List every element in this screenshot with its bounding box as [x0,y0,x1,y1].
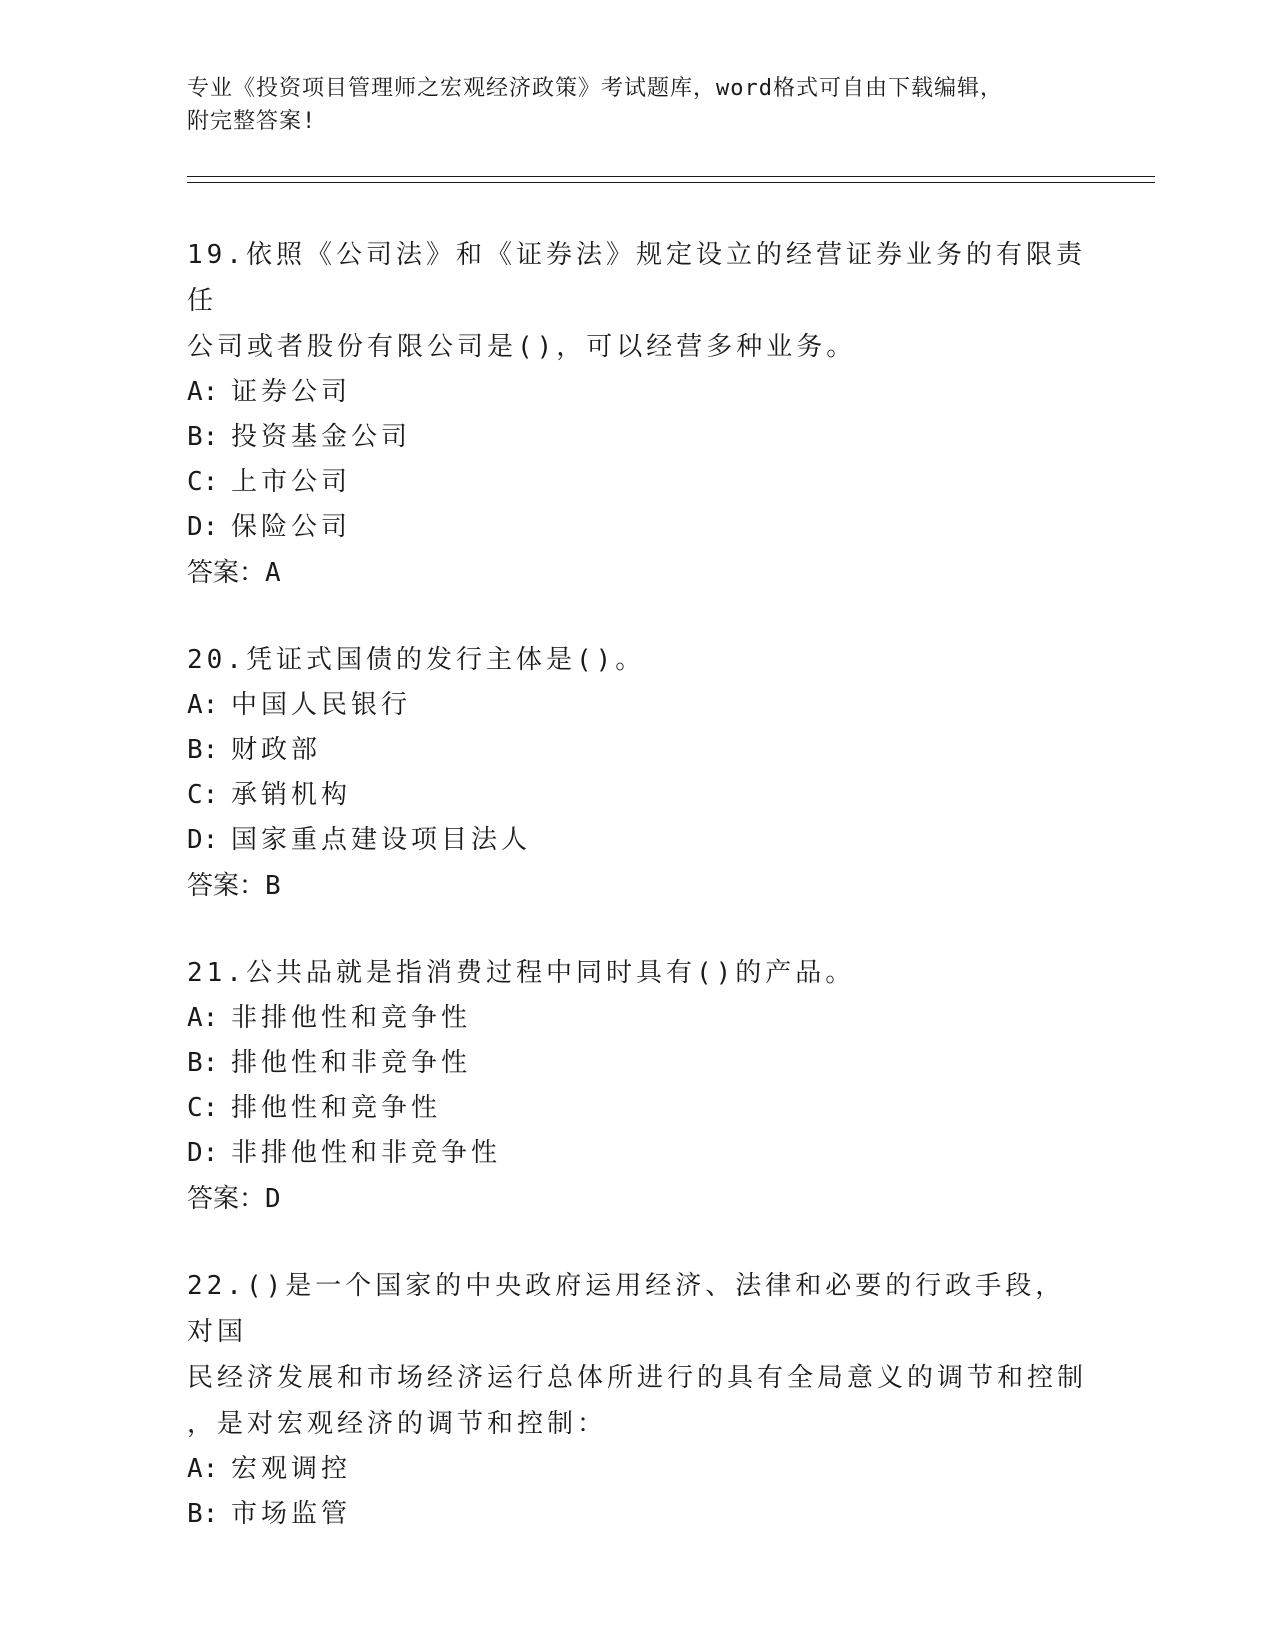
option-text: 保险公司 [231,512,352,542]
option-letter: D: [187,825,219,855]
answer-line [187,1176,1087,1222]
option-text: 非排他性和竞争性 [231,1003,472,1033]
option-c [187,1086,1087,1131]
answer-label: 答案： [187,871,266,901]
answer-line [187,550,1087,596]
option-d [187,818,1087,863]
question-list [187,232,1087,1578]
option-letter: C: [187,1093,219,1123]
question-19 [187,232,1087,596]
answer-label: 答案： [187,558,266,588]
answer-value: D [265,1184,281,1214]
option-letter: C: [187,467,219,497]
answer-label: 答案： [187,1184,266,1214]
question-text-line: 20.凭证式国债的发行主体是()。 [187,645,646,675]
header-divider-top [187,176,1155,177]
option-b [187,1492,1087,1537]
option-text: 财政部 [231,735,322,765]
answer-line [187,863,1087,909]
option-letter: B: [187,422,219,452]
question-22 [187,1263,1087,1537]
option-c [187,460,1087,505]
answer-value: B [265,871,281,901]
option-letter: A: [187,1454,219,1484]
option-text: 宏观调控 [231,1454,352,1484]
option-a [187,683,1087,728]
header-divider-bottom [187,182,1155,183]
option-letter: D: [187,1138,219,1168]
document-header [187,72,1087,138]
option-letter: B: [187,1499,219,1529]
question-21 [187,950,1087,1222]
option-letter: A: [187,1003,219,1033]
option-a [187,1447,1087,1492]
question-20 [187,637,1087,909]
option-text: 非排他性和非竞争性 [231,1138,502,1168]
option-text: 证券公司 [231,377,352,407]
option-b [187,728,1087,773]
question-text-line: 公司或者股份有限公司是()，可以经营多种业务。 [187,332,857,362]
header-line-1: 专业《投资项目管理师之宏观经济政策》考试题库，word格式可自由下载编辑， [187,76,1003,101]
option-b [187,415,1087,460]
option-d [187,1131,1087,1176]
question-text-line: 22.()是一个国家的中央政府运用经济、法律和必要的行政手段，对国 [187,1271,1066,1347]
answer-value: A [265,558,281,588]
option-letter: A: [187,690,219,720]
option-text: 中国人民银行 [231,690,412,720]
option-letter: D: [187,512,219,542]
option-letter: B: [187,1048,219,1078]
option-d [187,505,1087,550]
option-text: 排他性和非竞争性 [231,1048,472,1078]
option-a [187,996,1087,1041]
question-text-line: 21.公共品就是指消费过程中同时具有()的产品。 [187,958,856,988]
option-text: 市场监管 [231,1499,352,1529]
option-c [187,773,1087,818]
option-text: 承销机构 [231,780,352,810]
option-a [187,370,1087,415]
question-text-line: 民经济发展和市场经济运行总体所进行的具有全局意义的调节和控制 [187,1363,1088,1393]
option-b [187,1041,1087,1086]
header-line-2: 附完整答案! [187,109,317,134]
option-text: 投资基金公司 [231,422,412,452]
option-letter: A: [187,377,219,407]
question-text-line: ，是对宏观经济的调节和控制： [187,1409,608,1439]
option-letter: C: [187,780,219,810]
option-text: 上市公司 [231,467,352,497]
option-letter: B: [187,735,219,765]
option-text: 国家重点建设项目法人 [231,825,532,855]
option-text: 排他性和竞争性 [231,1093,442,1123]
question-text-line: 19.依照《公司法》和《证券法》规定设立的经营证券业务的有限责任 [187,240,1086,316]
